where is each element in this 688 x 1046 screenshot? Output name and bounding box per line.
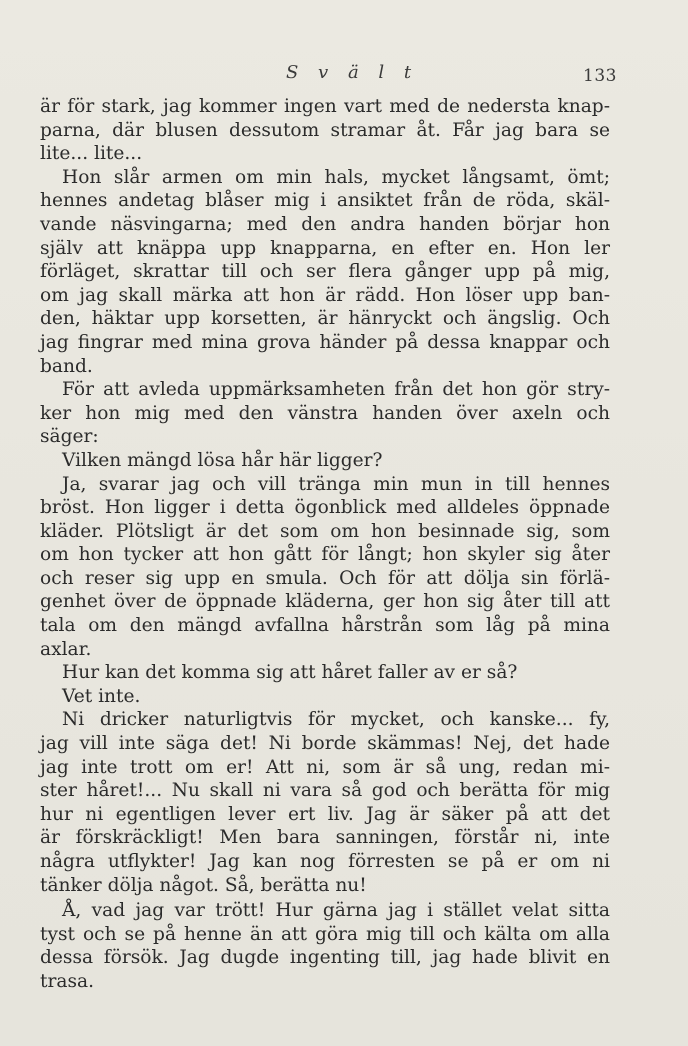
text-line: hennes andetag blåser mig i ansiktet från de röda, skäl- bbox=[40, 190, 610, 212]
body-text bbox=[40, 95, 610, 994]
text-line: Ja, svarar jag och vill tränga min mun in till hennes bbox=[62, 473, 610, 495]
text-line: Vilken mängd lösa hår här ligger? bbox=[62, 449, 383, 471]
page-number: 133 bbox=[583, 66, 617, 86]
text-line: Ni dricker naturligtvis för mycket, och kanske... fy, bbox=[62, 709, 610, 731]
text-line: jag vill inte säga det! Ni borde skämmas! Nej, det hade bbox=[40, 733, 610, 755]
text-line: tala om den mängd avfallna hårstrån som låg på mina bbox=[40, 615, 610, 637]
text-line: axlar. bbox=[40, 638, 92, 660]
text-line: säger: bbox=[40, 426, 99, 448]
text-line: tänker dölja något. Så, berätta nu! bbox=[40, 874, 367, 896]
text-line: Hon slår armen om min hals, mycket långsamt, ömt; bbox=[62, 166, 610, 188]
text-line: ker hon mig med den vänstra handen över axeln och bbox=[40, 402, 610, 424]
text-line: dessa försök. Jag dugde ingenting till, jag hade blivit en bbox=[40, 947, 610, 969]
text-line: band. bbox=[40, 355, 93, 377]
text-line: jag fingrar med mina grova händer på dessa knappar och bbox=[40, 331, 610, 353]
text-line: Hur kan det komma sig att håret faller av er så? bbox=[62, 662, 518, 684]
text-line: själv att knäppa upp knapparna, en efter en. Hon ler bbox=[40, 237, 610, 259]
text-line: är förskräckligt! Men bara sanningen, förstår ni, inte bbox=[40, 827, 610, 849]
text-line: om jag skall märka att hon är rädd. Hon löser upp ban- bbox=[40, 284, 610, 306]
text-line: genhet över de öppnade kläderna, ger hon sig åter till att bbox=[40, 591, 610, 613]
text-line: bröst. Hon ligger i detta ögonblick med alldeles öppnade bbox=[40, 497, 610, 519]
running-head bbox=[0, 62, 688, 90]
text-line: några utflykter! Jag kan nog förresten se på er om ni bbox=[40, 851, 610, 872]
text-line: trasa. bbox=[40, 970, 94, 992]
text-line: kläder. Plötsligt är det som om hon besinnade sig, som bbox=[40, 520, 610, 542]
text-line: förläget, skrattar till och ser flera gånger upp på mig, bbox=[40, 261, 610, 283]
text-line: parna, där blusen dessutom stramar åt. Får jag bara se bbox=[40, 119, 610, 141]
text-line: vande näsvingarna; med den andra handen börjar hon bbox=[40, 213, 610, 235]
text-line: hur ni egentligen lever ert liv. Jag är säker på att det bbox=[40, 803, 610, 825]
text-line: Å, vad jag var trött! Hur gärna jag i stället velat sitta bbox=[62, 900, 610, 922]
text-line: För att avleda uppmärksamheten från det hon gör stry- bbox=[62, 379, 610, 401]
text-line: är för stark, jag kommer ingen vart med de nedersta knap- bbox=[40, 96, 610, 117]
text-line: ster håret!... Nu skall ni vara så god och berätta för mig bbox=[40, 780, 610, 802]
text-line: tyst och se på henne än att göra mig till och kälta om alla bbox=[40, 923, 610, 945]
text-line: och reser sig upp en smula. Och för att dölja sin förlä- bbox=[40, 567, 610, 589]
text-line: om hon tycker att hon gått för långt; hon skyler sig åter bbox=[40, 544, 610, 566]
text-line: Vet inte. bbox=[62, 685, 141, 707]
running-title: S v ä l t bbox=[286, 62, 419, 83]
text-line: jag inte trott om er! Att ni, som är så ung, redan mi- bbox=[40, 756, 610, 778]
text-line: den, häktar upp korsetten, är hänryckt och ängslig. Och bbox=[40, 308, 610, 330]
text-line: lite... lite... bbox=[40, 143, 143, 165]
